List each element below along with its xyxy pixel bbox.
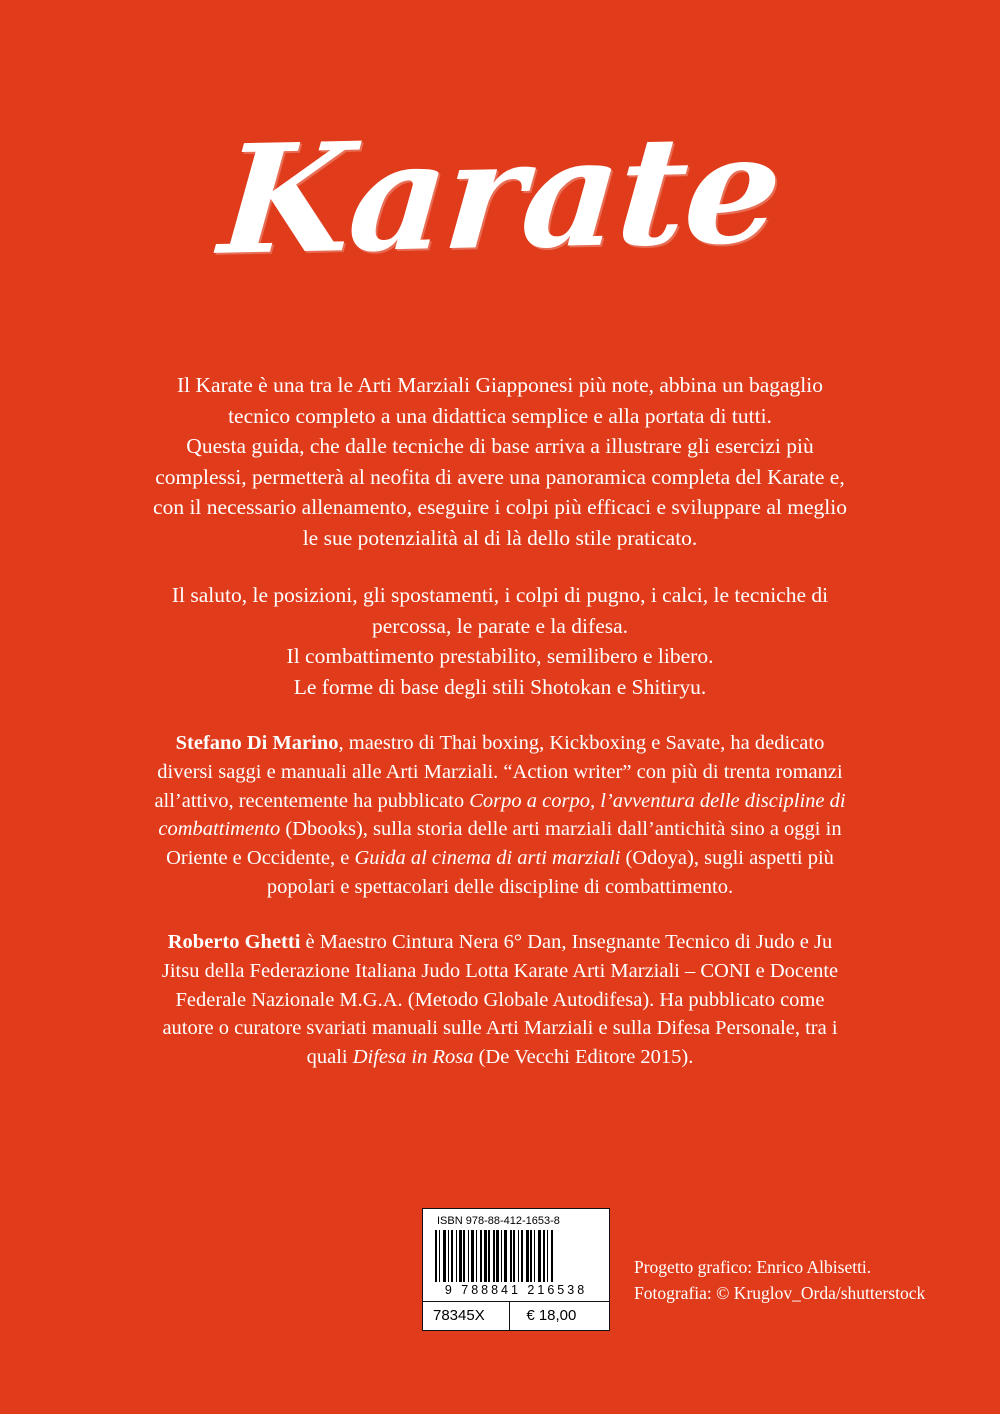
blurb-paragraph-1: Il Karate è una tra le Arti Marziali Giapponesi più note, abbina un bagaglio tecnico completo a una didattica semplice e alla portata di tutti. xyxy=(177,373,823,428)
credit-photo: Fotografia: © Kruglov_Orda/shutterstock xyxy=(634,1283,926,1304)
author-bio-2 xyxy=(150,928,850,1071)
credit-design: Progetto grafico: Enrico Albisetti. xyxy=(634,1257,872,1277)
spacer xyxy=(150,901,850,928)
blurb-paragraph-2: Questa guida, che dalle tecniche di base arriva a illustrare gli esercizi più complessi, permetterà al neofita di avere una panoramica completa del Karate e, con il necessario allenamento, eseguire i colpi più efficaci e sviluppare al meglio le sue potenzialità al di là dello stile praticato. xyxy=(153,434,847,550)
author-bio-1-text-1: , maestro di Thai boxing, Kickboxing e Savate, ha dedicato diversi saggi e manuali alle Arti Marziali. “Action writer” con più di trenta romanzi all’attivo, recentemente ha pubblicato xyxy=(154,732,843,812)
author-bio-1-text-3: (Odoya), sugli aspetti più popolari e spettacolari delle discipline di combattimento. xyxy=(266,846,834,898)
back-cover-copy xyxy=(150,370,850,1072)
product-code: 78345X xyxy=(423,1302,510,1330)
blurb-paragraph-4: Il combattimento prestabilito, semilibero e libero. xyxy=(286,644,714,669)
author-name-2: Roberto Ghetti xyxy=(167,931,301,954)
price-value: € 18,00 xyxy=(526,1307,577,1324)
book-title-container xyxy=(0,101,1000,289)
author-bio-2-text-1: è Maestro Cintura Nera 6° Dan, Insegnante Tecnico di Judo e Ju Jitsu della Federazione Italiana Judo Lotta Karate Arti Marziali – CONI e Docente Federale Nazionale M.G.A. (Metodo Globale Autodifesa). Ha pubblicato come autore o curatore svariati manuali sulle Arti Marziali e sulla Difesa Personale, tra i quali xyxy=(161,931,839,1069)
spacer xyxy=(150,553,850,580)
isbn-barcode-block xyxy=(422,1208,610,1331)
spacer xyxy=(150,702,850,729)
blurb-paragraph-5: Le forme di base degli stili Shotokan e Shitiryu. xyxy=(293,674,707,699)
barcode-image xyxy=(435,1230,597,1282)
author-work-1a: Corpo a corpo, l’avventura delle discipline di combattimento xyxy=(158,789,846,841)
author-work-1b: Guida al cinema di arti marziali xyxy=(354,846,621,869)
price-row xyxy=(423,1301,609,1330)
author-work-2a: Difesa in Rosa xyxy=(352,1046,474,1069)
author-bio-1-text-2: (Dbooks), sulla storia delle arti marziali dall’antichità sino a oggi in Oriente e Occidente, e xyxy=(166,818,842,869)
blurb-paragraph-3: Il saluto, le posizioni, gli spostamenti, i colpi di pugno, i calci, le tecniche di percossa, le parate e la difesa. xyxy=(171,583,829,638)
author-name-1: Stefano Di Marino xyxy=(175,732,339,755)
barcode-digits: 9 788841 216538 xyxy=(444,1283,588,1297)
isbn-label: ISBN 978-88-412-1653-8 xyxy=(437,1215,560,1227)
author-bio-1 xyxy=(150,729,850,901)
credits-block xyxy=(634,1254,925,1307)
author-bio-2-text-2: (De Vecchi Editore 2015). xyxy=(473,1046,694,1069)
page-title: Karate xyxy=(213,101,787,289)
